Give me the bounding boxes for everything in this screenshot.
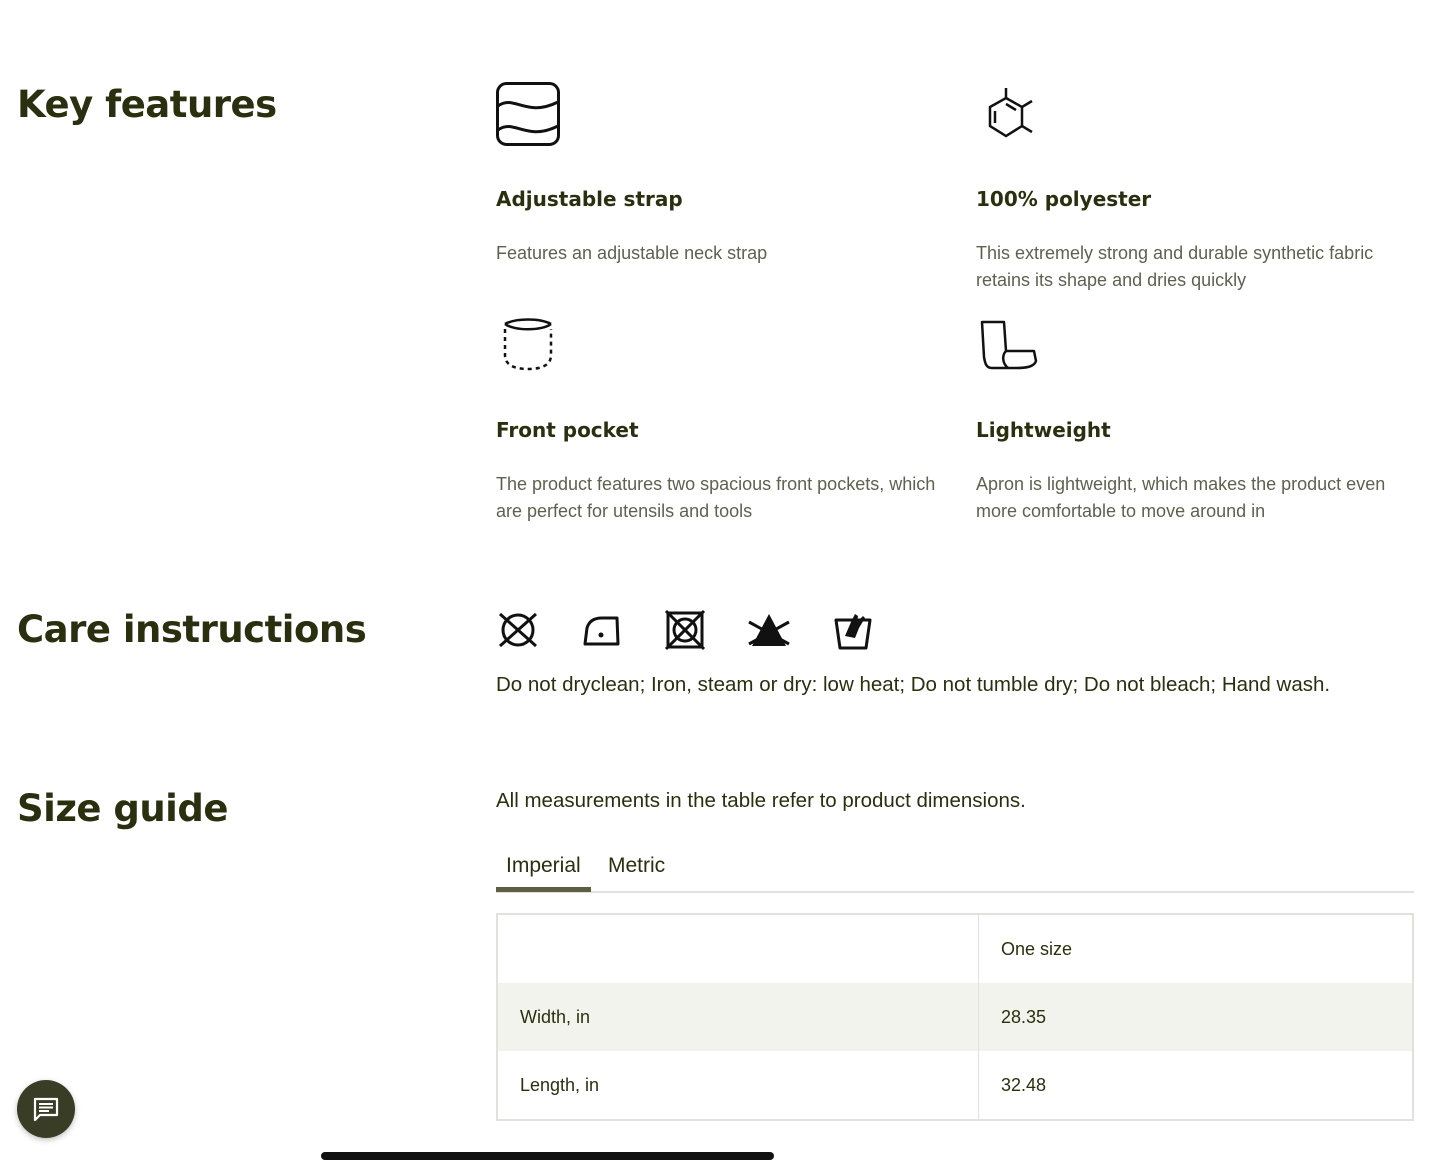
size-table — [496, 913, 1414, 1121]
home-indicator[interactable] — [321, 1152, 774, 1160]
key-features-title: Key features — [17, 83, 277, 126]
feature-description: Features an adjustable neck strap — [496, 243, 768, 263]
table-cell: 28.35 — [979, 983, 1414, 1051]
tab-imperial[interactable]: Imperial — [496, 845, 591, 892]
feature-description: Apron is lightweight, which makes the product even more comfortable to move around in — [976, 474, 1386, 521]
table-cell: Width, in — [497, 983, 979, 1051]
iron-low-heat-icon — [580, 608, 624, 652]
hand-wash-icon — [831, 608, 875, 652]
molecule-icon — [976, 80, 1046, 150]
do-not-tumble-dry-icon — [663, 608, 707, 652]
feature-title: Front pocket — [496, 418, 639, 442]
feature-description: This extremely strong and durable synthetic fabric retains its shape and dries quickly — [976, 243, 1374, 290]
size-guide-title: Size guide — [17, 787, 228, 830]
care-instructions-text: Do not dryclean; Iron, steam or dry: low heat; Do not tumble dry; Do not bleach; Hand wash. — [496, 673, 1331, 696]
care-instructions-title: Care instructions — [17, 608, 367, 651]
size-guide-intro: All measurements in the table refer to product dimensions. — [496, 789, 1026, 812]
table-cell: 32.48 — [979, 1051, 1414, 1120]
table-cell: Length, in — [497, 1051, 979, 1120]
table-cell: One size — [979, 914, 1414, 983]
feature-title: Lightweight — [976, 418, 1111, 442]
unit-tabs — [496, 845, 1414, 893]
feature-title: Adjustable strap — [496, 187, 683, 211]
table-header-row — [497, 914, 1413, 983]
feather-weight-icon — [976, 311, 1046, 381]
chat-button[interactable] — [17, 1080, 75, 1138]
feature-title: 100% polyester — [976, 187, 1152, 211]
tab-metric[interactable]: Metric — [608, 854, 666, 877]
table-row — [497, 1051, 1413, 1120]
do-not-dryclean-icon — [496, 608, 540, 652]
table-cell — [497, 914, 979, 983]
table-row — [497, 983, 1413, 1051]
chat-icon — [31, 1094, 61, 1124]
do-not-bleach-icon — [747, 608, 791, 652]
feature-description: The product features two spacious front pockets, which are perfect for utensils and tools — [496, 474, 936, 521]
strap-icon — [496, 80, 566, 150]
pocket-icon — [496, 311, 566, 381]
